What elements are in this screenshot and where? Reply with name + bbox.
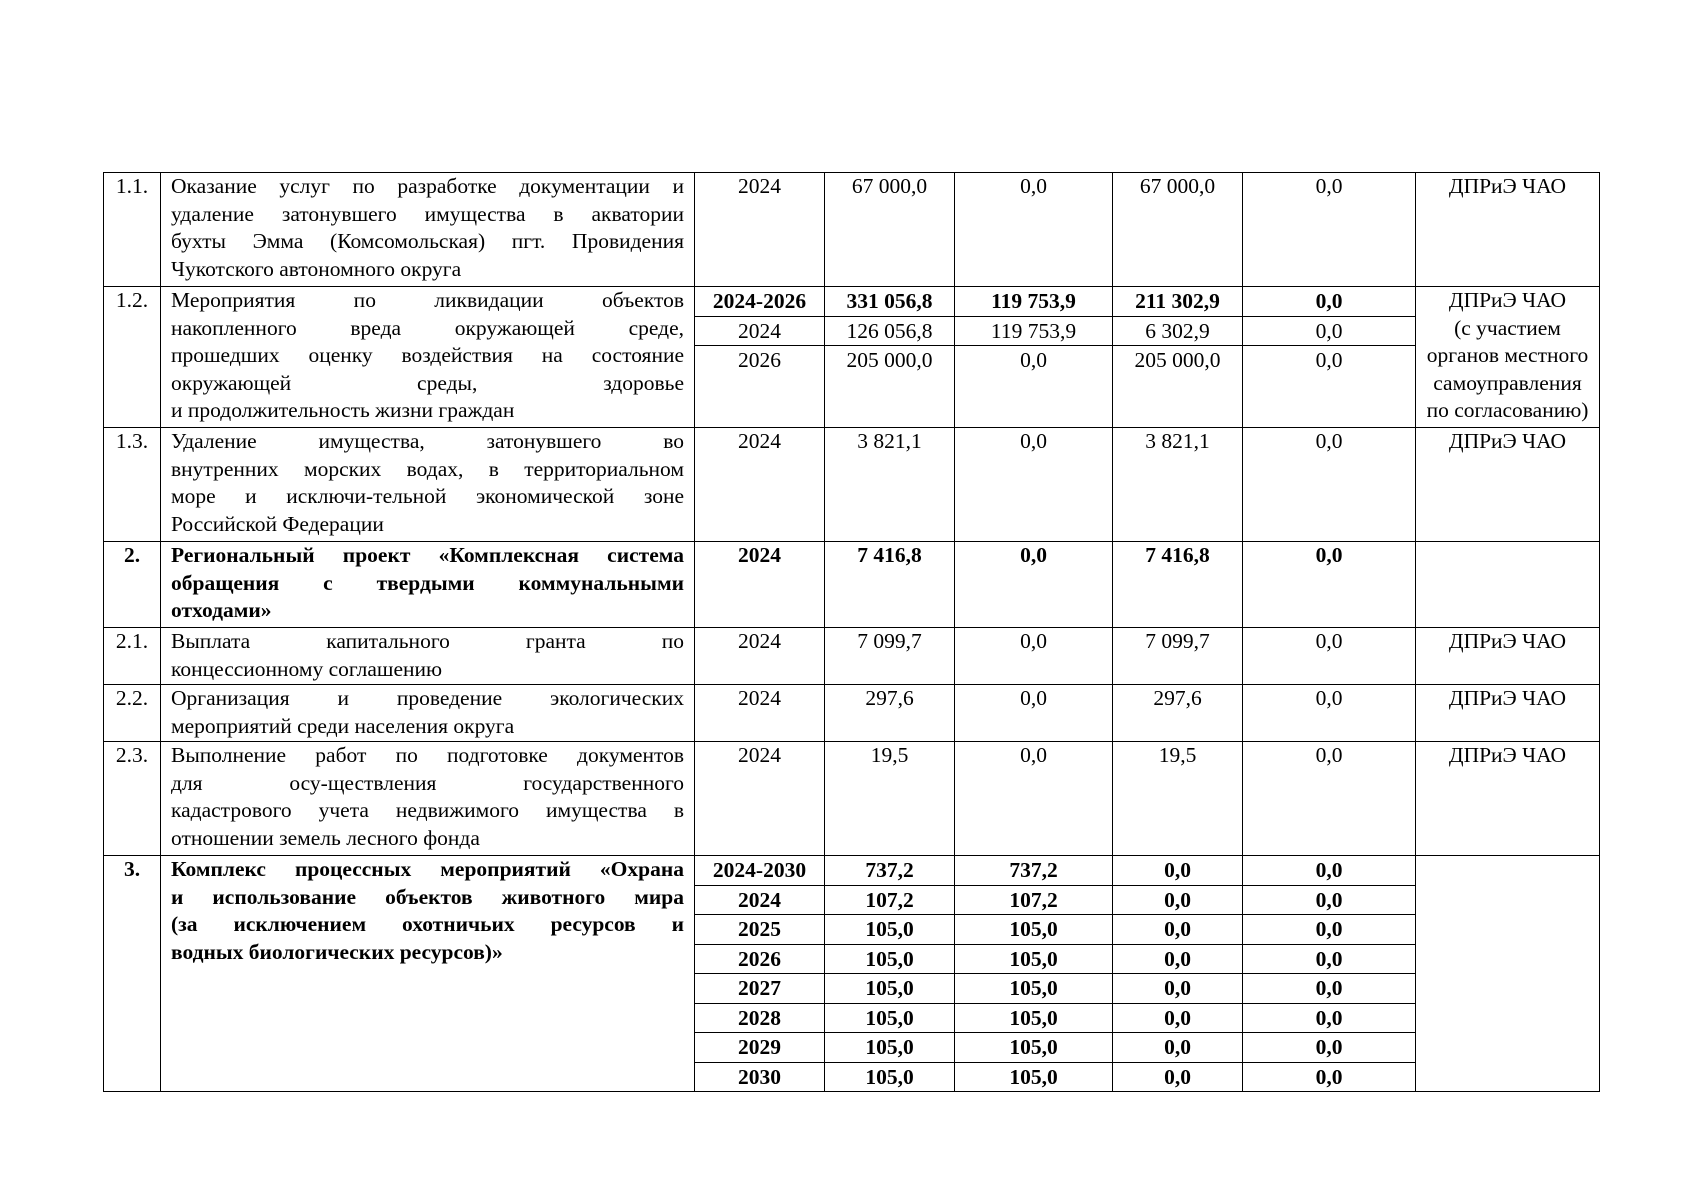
activity-name-line: окружающей среды, здоровье [171,370,684,395]
table-row [104,428,1600,542]
row-number: 2.2. [104,685,161,742]
federal-budget-cell: 0,0 [955,628,1113,685]
activity-name-line: кадастрового учета недвижимого имущества в [171,798,684,822]
regional-budget-cell: 205 000,0 [1134,348,1221,372]
activity-name-line: Комплекс процессных мероприятий «Охрана [171,857,684,881]
year-cell: 2026 [738,348,781,372]
activity-name-line: Удаление имущества, затонувшего во [171,429,684,453]
activity-name-line: отношении земель лесного фонда [171,825,480,850]
federal-budget-cell: 119 753,9 [955,287,1112,316]
year-cell: 2030 [738,1064,781,1089]
year-cell-group [695,287,825,428]
table-row [104,742,1600,856]
federal-budget-cell: 0,0 [955,542,1113,628]
regional-budget-cell: 0,0 [1113,915,1242,945]
activity-name [161,428,695,542]
year-cell: 2027 [695,974,824,1004]
activity-name-line: обращения с твердыми коммунальными [171,570,684,595]
regional-budget-cell: 7 416,8 [1113,542,1243,628]
responsible-executor [1416,173,1600,287]
other-sources-cell: 0,0 [1243,944,1415,974]
regional-budget-cell: 7 099,7 [1113,628,1243,685]
regional-budget-cell: 19,5 [1113,742,1243,856]
total-cell: 19,5 [825,742,955,856]
federal-budget-cell: 0,0 [955,685,1113,742]
total-cell: 105,0 [825,1033,954,1063]
row-number: 2. [104,542,161,628]
table-row [104,856,1600,1092]
federal-budget-cell: 119 753,9 [955,316,1112,346]
activity-name [161,628,695,685]
year-cell: 2024-2026 [695,287,824,316]
row-number: 1.3. [104,428,161,542]
row-number: 3. [104,856,161,1092]
other-sources-cell: 0,0 [1243,628,1416,685]
responsible-line: самоуправления [1433,370,1582,395]
total-cell: 737,2 [825,856,954,885]
federal-budget-cell-group [955,856,1113,1092]
other-sources-cell: 0,0 [1243,915,1415,945]
regional-budget-cell: 0,0 [1113,1033,1242,1063]
other-sources-cell: 0,0 [1243,685,1416,742]
activity-name-line: Организация и проведение экологических [171,686,684,710]
federal-budget-cell: 105,0 [955,1003,1112,1033]
responsible-executor [1416,685,1600,742]
year-cell: 2024 [695,542,825,628]
regional-budget-cell: 297,6 [1113,685,1243,742]
other-sources-cell: 0,0 [1243,173,1416,287]
federal-budget-cell: 105,0 [1009,1064,1058,1089]
responsible-line: ДПРиЭ ЧАО [1448,174,1567,198]
responsible-executor [1416,428,1600,542]
total-cell: 67 000,0 [825,173,955,287]
federal-budget-cell: 105,0 [955,1033,1112,1063]
responsible-line: органов местного [1426,343,1589,367]
activity-name-line: и продолжительность жизни граждан [171,398,515,422]
activity-name-line: Чукотского автономного округа [171,256,462,281]
table-row [104,173,1600,287]
activity-name-line: отходами» [171,598,272,622]
regional-budget-cell-group [1113,287,1243,428]
other-sources-cell: 0,0 [1243,742,1416,856]
year-cell: 2024 [695,885,824,915]
activity-name [161,287,695,428]
total-cell: 331 056,8 [825,287,954,316]
federal-budget-cell: 105,0 [955,915,1112,945]
regional-budget-cell: 67 000,0 [1113,173,1243,287]
other-sources-cell: 0,0 [1243,542,1416,628]
responsible-executor [1416,287,1600,428]
activity-name-line: накопленного вреда окружающей среде, [171,315,684,340]
table-row [104,287,1600,428]
row-number: 1.2. [104,287,161,428]
year-cell: 2024 [695,316,824,346]
total-cell: 7 416,8 [825,542,955,628]
total-cell-group [825,856,955,1092]
activity-name-line: для осу-ществления государственного [171,770,684,795]
total-cell: 126 056,8 [825,316,954,346]
federal-budget-cell: 0,0 [955,428,1113,542]
row-number: 2.3. [104,742,161,856]
other-sources-cell: 0,0 [1243,287,1415,316]
federal-budget-cell: 0,0 [955,742,1113,856]
total-cell: 105,0 [865,1064,914,1089]
table-row [104,628,1600,685]
activity-name-line: и использование объектов животного мира [171,884,684,909]
responsible-line: ДПРиЭ ЧАО [1448,288,1567,312]
activity-name [161,856,695,1092]
responsible-executor [1416,742,1600,856]
table-row [104,685,1600,742]
total-cell: 297,6 [825,685,955,742]
other-sources-cell: 0,0 [1243,885,1415,915]
responsible-executor [1416,856,1600,1092]
total-cell: 3 821,1 [825,428,955,542]
activity-name-line: Российской Федерации [171,511,384,536]
other-sources-cell-group [1243,287,1416,428]
regional-budget-cell: 3 821,1 [1113,428,1243,542]
total-cell: 205 000,0 [846,348,933,372]
total-cell-group [825,287,955,428]
activity-name-line: Региональный проект «Комплексная система [171,543,684,567]
responsible-line: ДПРиЭ ЧАО [1448,686,1567,710]
activity-name-line: Оказание услуг по разработке документации и [171,174,684,198]
responsible-executor [1416,542,1600,628]
other-sources-cell: 0,0 [1315,348,1343,372]
federal-budget-cell: 0,0 [955,173,1113,287]
row-number: 1.1. [104,173,161,287]
other-sources-cell-group [1243,856,1416,1092]
activity-name-line: мероприятий среди населения округа [171,713,515,738]
year-cell: 2026 [695,944,824,974]
regional-budget-cell: 211 302,9 [1113,287,1242,316]
activity-name-line: концессионному соглашению [171,656,443,681]
regional-budget-cell: 6 302,9 [1113,316,1242,346]
activity-name-line: водных биологических ресурсов)» [171,939,503,964]
regional-budget-cell: 0,0 [1113,1003,1242,1033]
regional-budget-cell: 0,0 [1164,1064,1191,1089]
activities-table [103,172,1600,1092]
activity-name-line: внутренних морских водах, в территориальном [171,456,684,481]
activity-name-line: (за исключением охотничьих ресурсов и [171,912,684,936]
row-number: 2.1. [104,628,161,685]
activity-name [161,173,695,287]
regional-budget-cell: 0,0 [1113,974,1242,1004]
federal-budget-cell-group [955,287,1113,428]
regional-budget-cell: 0,0 [1113,856,1242,885]
year-cell: 2029 [695,1033,824,1063]
federal-budget-cell: 737,2 [955,856,1112,885]
activity-name-line: Выплата капитального гранта по [171,629,684,653]
activity-name-line: Выполнение работ по подготовке документов [171,743,684,767]
responsible-line: ДПРиЭ ЧАО [1448,429,1567,453]
other-sources-cell: 0,0 [1243,974,1415,1004]
year-cell: 2024 [695,173,825,287]
activity-name [161,542,695,628]
federal-budget-cell: 105,0 [955,944,1112,974]
year-cell-group [695,856,825,1092]
federal-budget-cell: 105,0 [955,974,1112,1004]
year-cell: 2024 [695,628,825,685]
regional-budget-cell: 0,0 [1113,885,1242,915]
year-cell: 2024 [695,428,825,542]
regional-budget-cell: 0,0 [1113,944,1242,974]
responsible-line: ДПРиЭ ЧАО [1448,629,1567,653]
other-sources-cell: 0,0 [1243,428,1416,542]
activity-name [161,685,695,742]
year-cell: 2025 [695,915,824,945]
other-sources-cell: 0,0 [1243,856,1415,885]
responsible-line: ДПРиЭ ЧАО [1448,743,1567,767]
activity-name-line: бухты Эмма (Комсомольская) пгт. Провидения [171,229,684,253]
responsible-line: по согласованию) [1426,398,1589,422]
year-cell: 2024-2030 [695,856,824,885]
activity-name-line: Мероприятия по ликвидации объектов [171,288,684,312]
activity-name-line: море и исключи-тельной экономической зоне [171,484,684,508]
total-cell: 105,0 [825,915,954,945]
total-cell: 105,0 [825,974,954,1004]
activity-name-line: удаление затонувшего имущества в акватории [171,201,684,226]
total-cell: 105,0 [825,1003,954,1033]
total-cell: 7 099,7 [825,628,955,685]
total-cell: 107,2 [825,885,954,915]
table-row [104,542,1600,628]
federal-budget-cell: 107,2 [955,885,1112,915]
responsible-executor [1416,628,1600,685]
other-sources-cell: 0,0 [1243,1003,1415,1033]
other-sources-cell: 0,0 [1243,316,1415,346]
responsible-line: (с участием [1454,315,1561,340]
other-sources-cell: 0,0 [1243,1033,1415,1063]
activity-name [161,742,695,856]
other-sources-cell: 0,0 [1315,1064,1343,1089]
activity-name-line: прошедших оценку воздействия на состояние [171,343,684,367]
regional-budget-cell-group [1113,856,1243,1092]
federal-budget-cell: 0,0 [1020,348,1047,372]
year-cell: 2028 [695,1003,824,1033]
year-cell: 2024 [695,742,825,856]
year-cell: 2024 [695,685,825,742]
table-body [104,173,1600,1092]
total-cell: 105,0 [825,944,954,974]
